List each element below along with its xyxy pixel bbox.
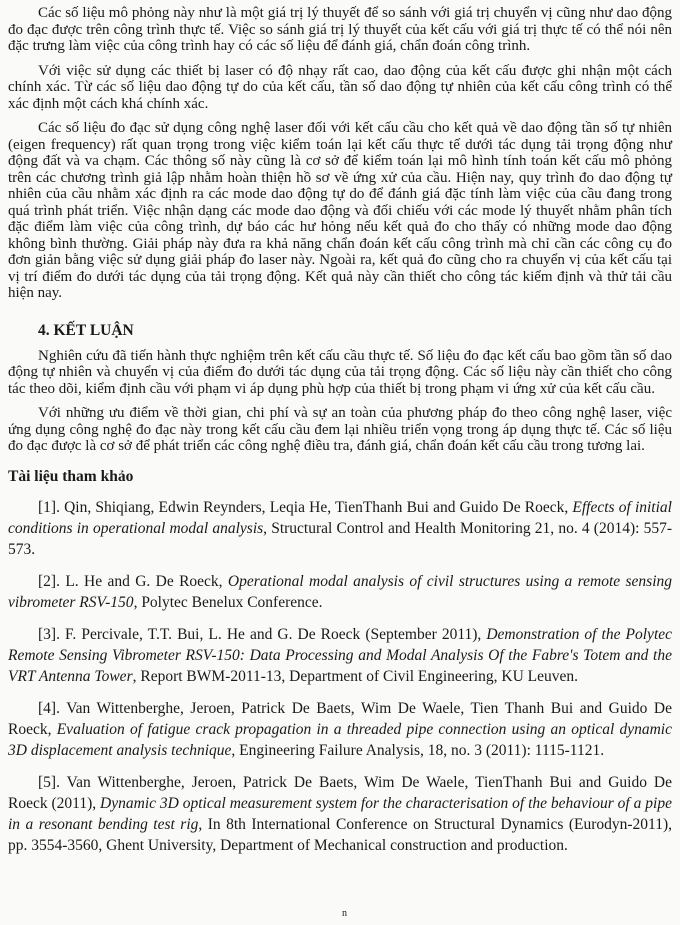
section-heading-conclusion: 4. KẾT LUẬN	[38, 321, 134, 339]
reference-3-title: Demonstration of the Polytec Remote Sensing Vibrometer RSV-150: Data Processing and Modal Analysis Of the Fabre's Totem and the VRT Antenna Tower	[8, 625, 673, 685]
reference-5-authors: [5]. Van Wittenberghe, Jeroen, Patrick De Baets, Wim De Waele, TienThanh Bui and Guido De Roeck (2011),	[8, 773, 672, 812]
reference-4	[8, 698, 672, 761]
reference-1-title: Effects of initial conditions in operational modal analysis	[8, 498, 672, 537]
reference-1-authors: [1]. Qin, Shiqiang, Edwin Reynders, Leqia He, TienThanh Bui and Guido De Roeck,	[38, 498, 573, 516]
scan-artifact: n	[342, 908, 347, 919]
reference-2	[8, 571, 672, 613]
reference-3-publication: , Report BWM-2011-13, Department of Civil Engineering, KU Leuven.	[132, 667, 578, 685]
reference-5-publication: , In 8th International Conference on Structural Dynamics (Eurodyn-2011), pp. 3554-3560, Ghent University, Department of Mechanical construction and production.	[8, 815, 672, 854]
reference-2-title: Operational modal analysis of civil structures using a remote sensing vibrometer RSV-150	[8, 572, 673, 611]
paragraph-laser-sensitivity: Với việc sử dụng các thiết bị laser có độ nhạy rất cao, dao động của kết cấu được ghi nhận một cách chính xác. Từ các số liệu dao động tự do của kết cấu, tần số dao động tự nhiên của kết cấu công trình có thể xác định một cách khá chính xác.	[8, 62, 672, 112]
paragraph-conclusion-1: Nghiên cứu đã tiến hành thực nghiệm trên kết cấu cầu thực tế. Số liệu đo đạc kết cấu bao gồm tần số dao động tự nhiên và chuyển vị của điểm đo dưới tác dụng của tải trọng động. Các số liệu này cần thiết cho công tác theo dõi, kiểm định cầu với phạm vi áp dụng phù hợp của thiết bị trong phạm vi ứng xử của kết cấu cầu.	[8, 347, 672, 397]
reference-5-title: Dynamic 3D optical measurement system for the characterisation of the behaviour of a pipe in a resonant bending test rig	[8, 794, 672, 833]
paragraph-simulation-comparison: Các số liệu mô phỏng này như là một giá trị lý thuyết để so sánh với giá trị chuyển vị cũng như dao động đo đạc được trên công trình thực tế. Việc so sánh giá trị lý thuyết của kết cấu với giá trị thực tế có thể nói nên đặc trưng làm việc của công trình hay có các số liệu để đánh giá, chẩn đoán công trình.	[8, 5, 672, 54]
reference-1-publication: , Structural Control and Health Monitoring 21, no. 4 (2014): 557-573.	[8, 519, 672, 558]
reference-3	[8, 624, 672, 687]
paragraph-eigen-frequency: Các số liệu đo đạc sử dụng công nghệ laser đối với kết cấu cầu cho kết quả về dao động tần số tự nhiên (eigen frequency) rất quan trọng trong việc kiểm toán lại kết cấu thực tế dưới tác dụng tải trọng động như động đất và va chạm. Các thông số này cũng là cơ sở để kiểm toán lại mô hình tính toán kết cấu mô phỏng trên các chương trình giả lập nhằm hoàn thiện hồ sơ về ứng xử của cầu. Hiện nay, quy trình đo dao động tự nhiên của cầu nhằm xác định ra các mode dao động tự do để đánh giá đặc tính làm việc của cầu đang trong quá trình phát triển. Việc nhận dạng các mode dao động và đối chiếu với các mode lý thuyết nhằm phân tích đặc điểm làm việc của công trình, dự báo các hư hỏng nếu kết quả đo cho thấy có những mode dao động không bình thường. Giải pháp này đưa ra khả năng chẩn đoán kết cấu công trình mà chỉ cần các công cụ đo đơn giản bằng việc sử dụng giải pháp đo laser này. Ngoài ra, kết quả đo cũng cho ra chuyển vị của kết cấu tại vị trí điểm đo dưới tác dụng của tải trọng động. Kết quả này cần thiết cho công tác kiểm định và thử tải cầu hiện nay.	[8, 120, 672, 301]
paragraph-conclusion-2: Với những ưu điểm về thời gian, chi phí và sự an toàn của phương pháp đo theo công nghệ laser, việc ứng dụng công nghệ đo đạc này trong kết cấu cầu đem lại nhiều triển vọng trong áp dụng thực tế. Các số liệu đo đạc được là cơ sở để phát triển các công nghệ điều tra, đánh giá, chẩn đoán kết cấu cầu trong tương lai.	[8, 405, 672, 454]
reference-1	[8, 497, 672, 560]
reference-3-authors: [3]. F. Percivale, T.T. Bui, L. He and G. De Roeck (September 2011),	[38, 625, 487, 643]
reference-4-title: Evaluation of fatigue crack propagation in a threaded pipe connection using an optical dynamic 3D displacement analysis technique	[8, 720, 672, 759]
reference-2-authors: [2]. L. He and G. De Roeck,	[38, 572, 228, 590]
reference-2-publication: , Polytec Benelux Conference.	[133, 593, 323, 611]
reference-4-authors: [4]. Van Wittenberghe, Jeroen, Patrick De Baets, Wim De Waele, Tien Thanh Bui and Guido De Roeck,	[8, 699, 672, 738]
reference-5	[8, 772, 672, 856]
reference-4-publication: , Engineering Failure Analysis, 18, no. 3 (2011): 1115-1121.	[231, 741, 605, 759]
references-heading: Tài liệu tham khảo	[8, 467, 134, 485]
